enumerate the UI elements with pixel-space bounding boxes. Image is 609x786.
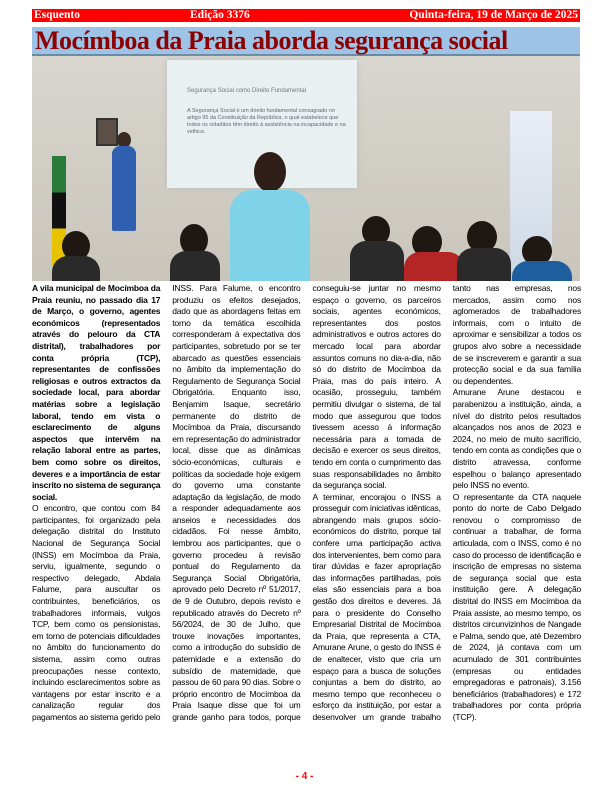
date-label: Quinta-feira, 19 de Março de 2025: [409, 9, 578, 21]
portrait-frame: [96, 118, 118, 146]
page-number: - 4 -: [295, 771, 314, 782]
article-body: [32, 283, 581, 724]
slide-body: A Segurança Social é um direito fundamental consagrado no artigo 95 da Constituição da República, o qual estabelece que todos os cidadãos têm direito à assistência na incapacidade e na velhice.: [187, 108, 346, 135]
paragraph: O encontro, que contou com 84 participantes, foi organizado pela delegação distrital do Instituto Nacional de Segurança Social (INSS) em Mocímboa da Praia, serviu, igualmente, segundo o respectivo delegado, Abdala Falume, para auscultar os contribuintes, beneficiários, os trabalhadores informais, vulgos TCP, bem como os pensionistas, em torno de potenciais dificuldades no âmbito do funcionamento do sistema, assim como outras preocupações nesse contexto, incluindo esclarecimentos sobre as vantagens por estar inscrito e a canalização regular dos pagamentos ao sistema gerido pelo INSS. Para Falume, o encontro produziu os efeitos desejados, dado que as abordagens feitas em torno da temática escolhida corresponderam à expectativa dos participantes, sobretudo por se ter abarcado as questões essenciais no âmbito da implementação do Regulamento de Segurança Social Obrigatória. Enquanto isso, Benjamim Isaque, secretário permanente do distrito de Mocímboa da Praia, discursando em representação do administrador local, disse que as dinâmicas sócio-económicas, culturais e políticas da sociedade hoje exigem do governo uma constante adaptação da legislação, de modo a responder adequadamente aos anseios e necessidades dos cidadãos. Foi nesse âmbito, lembrou aos participantes, que o governo procedeu à revisão pontual do Regulamento da Segurança Social Obrigatória, aprovado pelo Decreto nº 51/2017, de 9 de Outubro, depois revisto e republicado através do Decreto nº 56/2024, de 30 de Julho, que trouxe inovações importantes, como a introdução do subsídio de paternidade e a extensão do subsídio de maternidade, que passou de 60 para 90 dias. Sobre o próprio encontro de Mocímboa da Praia Isaque disse que foi um grande ganho para todos, porque conseguiu-se juntar no mesmo espaço o governo, os parceiros sociais, agentes económicos, representantes dos postos administrativos e outros actores do mercado local para abordar assuntos comuns no dia-a-dia, não só do distrito de Mocímboa da Praia, mas do país inteiro. A ocasião, prosseguiu, também permitiu divulgar o sistema, de tal modo que assegurou que todos tivessem acesso à informação necessária para a tomada de decisão e exercer os seus direitos, tendo em conta o cumprimento das suas responsabilidades no âmbito da segurança social.: [32, 283, 441, 722]
speaker: [230, 190, 310, 281]
header-bar: [32, 9, 580, 22]
paragraph: Amurane Arune destacou e parabenizou a instituição, ainda, a nível do distrito pelos resultados alcançados nos anos de 2023 e 2024, no meio de muito sacrifício, tendo em conta as condições que o distrito atravessa, conforme espelhou o balanço apresentado pelo INSS no evento.: [452, 387, 581, 491]
audience-member: [457, 248, 511, 281]
audience-member: [52, 256, 100, 281]
speaker-head: [254, 152, 286, 192]
audience-member: [170, 251, 220, 281]
article-photo: [32, 56, 580, 281]
headline-box: [32, 27, 580, 56]
headline: Mocímboa da Praia aborda segurança social: [35, 26, 508, 55]
presenter: [112, 146, 136, 231]
paragraph: O representante da CTA naquele ponto do norte de Cabo Delgado renovou o compromisso de continuar a trabalhar, de forma articulada, com o INSS, como é no caso do processo de identificação e inscrição de empresas no sistema de segurança social que esta instituição gere. A delegação distrital do INSS em Mocímboa da Praia assiste, ao mesmo tempo, os distritos circunvizinhos de Nangade e Palma, sendo que, até Dezembro de 2024, já contava com um acumulado de 301 contribuintes (empresas ou entidades empregadoras e patronais), 3.156 beneficiários (trabalhadores) e 172 trabalhadores por conta própria (TCP).: [452, 491, 581, 722]
slide-title: Segurança Social como Direito Fundamental: [187, 88, 307, 94]
audience-member: [512, 261, 572, 281]
lead-paragraph: A vila municipal de Mocímboa da Praia reuniu, no passado dia 17 de Março, o governo, agentes económicos (representados através do pelouro da CTA distrital), trabalhadores por conta própria (TCP), representantes de confissões religiosas e outros extractos da sociedade local, para abordar matérias sobre a legislação laboral, tendo em vista o esclarecimento de alguns aspectos que intervêm na relação laboral entre as partes, bem como sobre os direitos, deveres e a importância de estar inscrito no sistema de segurança social.: [32, 283, 161, 502]
paragraph: A terminar, encorajou o INSS a prosseguir com iniciativas idênticas, abrangendo mais grupos sócio-económicos do distrito, porque tal confere uma participação activa dos intervenientes, bem como para tirar dúvidas e fazer apropriação das informações partilhadas, pois elas são essenciais para a boa gestão dos direitos e deveres. Já para o presidente do Conselho Empresarial Distrital de Mocímboa da Praia, que representa a CTA, Amurane Arune, o gesto do INSS é de enaltecer, visto que cria um espaço para a busca de soluções conjuntas a bem do distrito, ao mesmo tempo que reconheceu o esforço da instituição, por estar a desenvolver um grande trabalho tanto nas empresas, nos mercados, assim como nos aglomerados de trabalhadores informais, com o intuito de aproximar e sensibilizar a todos os grupos alvo sobre a necessidade de se inscreverem e garantir a sua protecção social e da sua família ou dependentes.: [312, 283, 581, 722]
section-label: Esquento: [34, 9, 81, 21]
audience-member: [350, 241, 404, 281]
audience-member: [404, 252, 464, 281]
edition-label: Edição 3376: [190, 9, 250, 21]
